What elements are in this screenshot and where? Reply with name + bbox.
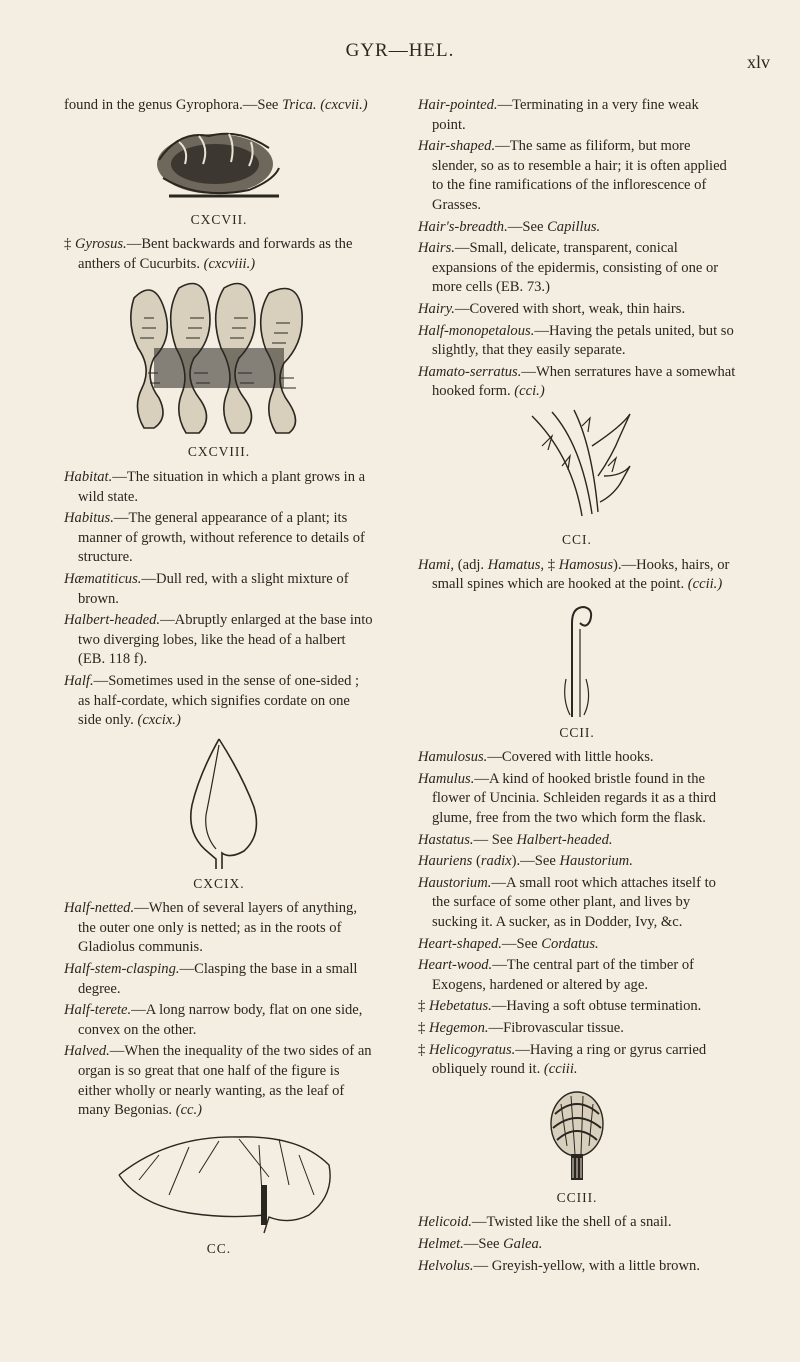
entry-helmet: Helmet.—See Galea. [418, 1235, 543, 1252]
entry-hair-pointed: Hair-pointed.—Terminating in a very fine weak point. [418, 97, 699, 133]
figure-cxcvii-illustration [64, 120, 374, 206]
entry-hamulus: Hamulus.—A kind of hooked bristle found in the flower of Uncinia. Schleiden regards it as a third glume, free from the two which form the flask. [418, 770, 717, 827]
caption-cc: CC. [206, 1240, 232, 1256]
entry-hauriens: Hauriens (radix).—See Haustorium. [418, 853, 633, 870]
page-number: xlv [746, 52, 770, 72]
entry-half-stem-clasping: Half-stem-clasping.—Clasping the base in a small degree. [64, 961, 358, 997]
caption-cci: CCI. [562, 531, 592, 547]
caption-cciii: CCIII. [556, 1189, 598, 1205]
entry-helicogyratus: ‡ Helicogyratus.—Having a ring or gyrus carried obliquely round it. (cciii. [418, 1041, 707, 1078]
entry-habitus: Habitus.—The general appearance of a plant; its manner of growth, without reference to details of structure. [64, 510, 365, 566]
figure-cci-illustration [418, 406, 736, 526]
figure-cxcviii-illustration [64, 278, 374, 438]
entry-half-netted: Half-netted.—When of several layers of anything, the outer one only is netted; as in the roots of Gladiolus communis. [64, 900, 358, 956]
entry-hami: Hami, (adj. Hamatus, ‡ Hamosus).—Hooks, hairs, or small spines which are hooked at the point. (ccii.) [418, 556, 730, 593]
entry-helicoid: Helicoid.—Twisted like the shell of a snail. [418, 1214, 672, 1231]
entry-heart-wood: Heart-wood.—The central part of the timber of Exogens, hardened or altered by age. [418, 957, 694, 993]
caption-cxcvii: CXCVII. [190, 211, 248, 227]
entry-half-monopetalous: Half-monopetalous.—Having the petals united, but so slightly, that they easily separate. [418, 322, 734, 359]
entry-hair-shaped: Hair-shaped.—The same as filiform, but more slender, so as to resemble a hair; it is often applied to the fine ramifications of the inflorescence of Grasses. [418, 138, 727, 213]
entry-half-terete: Half-terete.—A long narrow body, flat on one side, convex on the other. [64, 1002, 363, 1038]
entry-hebetatus: ‡ Hebetatus.—Having a soft obtuse termination. [418, 998, 702, 1015]
entry-gyrosus: ‡ Gyrosus.—Bent backwards and forwards as the anthers of Cucurbits. (cxcviii.) [64, 236, 353, 272]
right-column [418, 96, 736, 1278]
entry-hairy: Hairy.—Covered with short, weak, thin hairs. [418, 300, 686, 317]
entry-half: Half.—Sometimes used in the sense of one-sided ; as half-cordate, which signifies cordate on one side only. (cxcix.) [64, 672, 360, 729]
entry-habitat: Habitat.—The situation in which a plant grows in a wild state. [64, 468, 366, 505]
caption-cxcix: CXCIX. [193, 875, 245, 891]
entry-hairs-breadth: Hair's-breadth.—See Capillus. [418, 218, 601, 235]
entry-heart-shaped: Heart-shaped.—See Cordatus. [418, 935, 599, 952]
entry-halved: Halved.—When the inequality of the two sides of an organ is so great that one half of the figure is either wholly or nearly wanting, as the leaf of many Begonias. (cc.) [64, 1043, 372, 1119]
entry-haustorium: Haustorium.—A small root which attaches itself to the surface of some other plant, and lives by sucking it. A sucker, as in Dodder, Ivy, &c. [418, 874, 716, 931]
entry-hamulosus: Hamulosus.—Covered with little hooks. [418, 749, 654, 766]
figure-cxcix-illustration [64, 735, 374, 870]
figure-cciii-illustration [418, 1084, 736, 1184]
entry-halbert-headed: Halbert-headed.—Abruptly enlarged at the base into two diverging lobes, like the head of a halbert (EB. 118 f). [64, 612, 373, 668]
caption-ccii: CCII. [559, 724, 595, 740]
running-header: GYR—HEL. [345, 40, 455, 61]
entry-hamato-serratus: Hamato-serratus.—When serratures have a somewhat hooked form. (cci.) [418, 363, 736, 400]
entry-haematiticus: Hæmatiticus.—Dull red, with a slight mixture of brown. [64, 570, 349, 607]
entry-helvolus: Helvolus.— Greyish-yellow, with a little brown. [418, 1257, 700, 1274]
entry-hairs: Hairs.—Small, delicate, transparent, conical expansions of the epidermis, consisting of one or more cells (EB. 73.) [418, 240, 719, 296]
entry-gyrophora-cont: found in the genus Gyrophora.—See Trica. (cxcvii.) [64, 97, 368, 113]
entry-hastatus: Hastatus.— See Halbert-headed. [418, 831, 613, 848]
caption-cxcviii: CXCVIII. [187, 444, 251, 460]
left-column [64, 96, 374, 1264]
entry-hegemon: ‡ Hegemon.—Fibrovascular tissue. [418, 1020, 624, 1036]
figure-cc-illustration [64, 1125, 374, 1235]
figure-ccii-illustration [418, 599, 736, 719]
